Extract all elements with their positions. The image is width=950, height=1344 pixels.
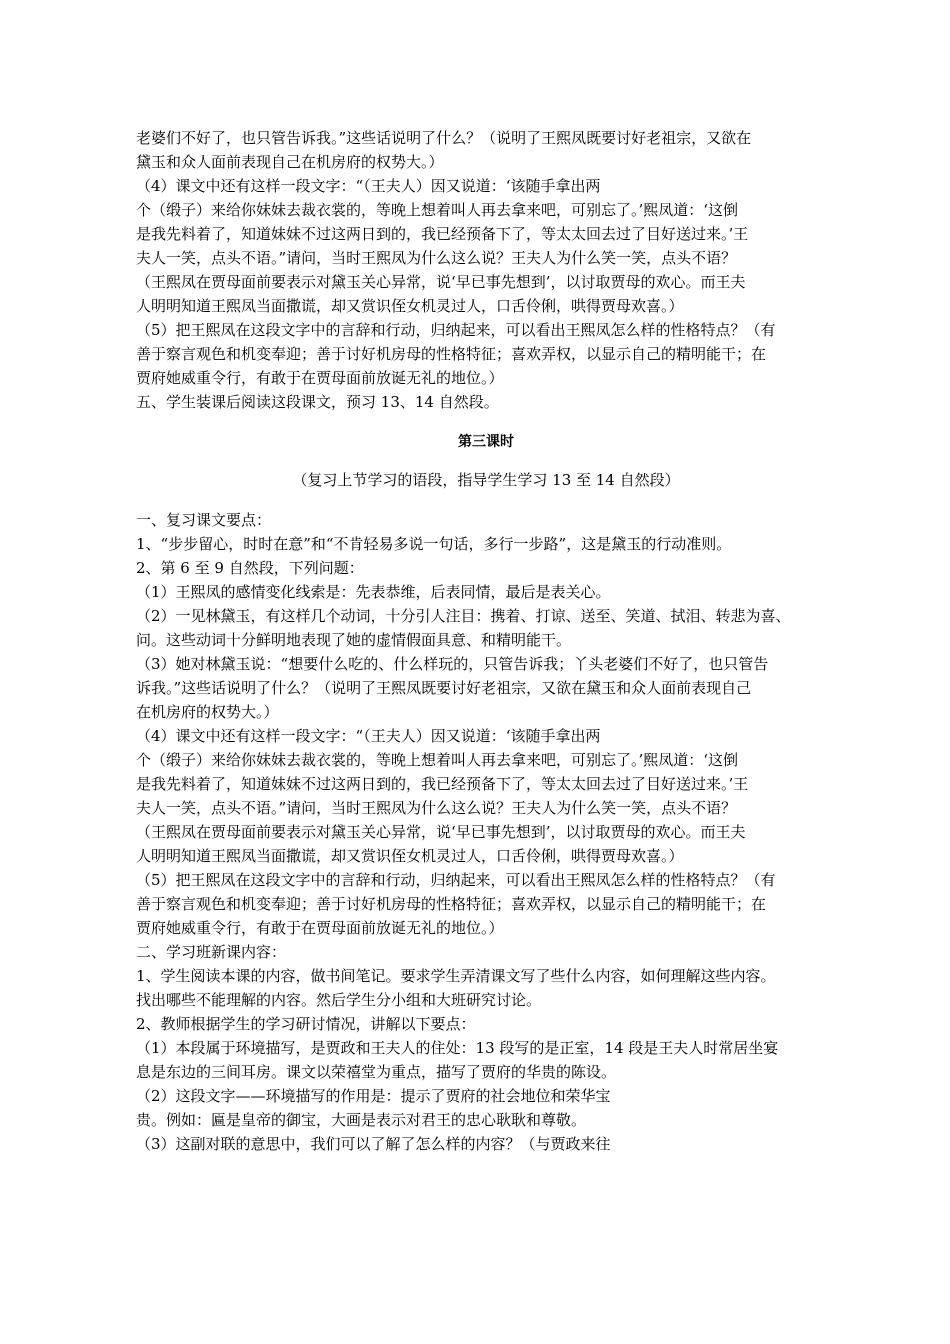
text-line: （2）这段文字——环境描写的作用是：提示了贾府的社会地位和荣华宝 — [136, 1087, 611, 1105]
text-line: 是我先料着了，知道妹妹不过这两日到的，我已经预备下了，等太太回去过了目好送过来。’王 — [136, 225, 749, 243]
text-line: （王熙凤在贾母面前要表示对黛玉关心异常，说‘早已事先想到’，以讨取贾母的欢心。而王夫 — [136, 823, 746, 841]
text-line: 问。这些动词十分鲜明地表现了她的虚情假面具意、和精明能干。 — [136, 631, 572, 649]
text-line: 在机房府的权势大。） — [136, 703, 279, 721]
document-page — [136, 126, 836, 1156]
text-line: 夫人一笑，点头不语。”请问，当时王熙凤为什么这么说？王夫人为什么笑一笑，点头不语？ — [136, 799, 737, 817]
text-line: （王熙凤在贾母面前要表示对黛玉关心异常，说‘早已事先想到’，以讨取贾母的欢心。而王夫 — [136, 273, 746, 291]
section-subtitle: （复习上节学习的语段，指导学生学习 13 至 14 自然段） — [292, 471, 680, 489]
text-line: 人明明知道王熙凤当面撒谎，却又赏识侄女机灵过人，口舌伶俐，哄得贾母欢喜。） — [136, 847, 684, 865]
text-line: 善于察言观色和机变奉迎；善于讨好机房母的性格特征；喜欢弄权，以显示自己的精明能干；在 — [136, 895, 767, 913]
section-heading: 第三课时 — [458, 434, 514, 450]
text-line: 一、复习课文要点： — [136, 511, 272, 529]
text-line: 贾府她威重令行，有敢于在贾母面前放诞无礼的地位。） — [136, 919, 504, 937]
text-line: 是我先料着了，知道妹妹不过这两日到的，我已经预备下了，等太太回去过了目好送过来。’王 — [136, 775, 749, 793]
text-line: 二、学习班新课内容： — [136, 943, 287, 961]
text-line: （2）一见林黛玉，有这样几个动词，十分引人注目：携着、打谅、送至、笑道、拭泪、转悲为喜、 — [136, 607, 791, 625]
text-line: （4）课文中还有这样一段文字：“（王夫人）因又说道：‘该随手拿出两 — [136, 727, 601, 745]
text-line: 黛玉和众人面前表现自己在机房府的权势大。） — [136, 153, 444, 171]
text-line: （5）把王熙凤在这段文字中的言辞和行动，归纳起来，可以看出王熙凤怎么样的性格特点？（有 — [136, 321, 776, 339]
text-line: 2、教师根据学生的学习研讨情况，讲解以下要点： — [136, 1015, 476, 1033]
text-line: （4）课文中还有这样一段文字：“（王夫人）因又说道：‘该随手拿出两 — [136, 177, 601, 195]
text-line: 人明明知道王熙凤当面撒谎，却又赏识侄女机灵过人，口舌伶俐，哄得贾母欢喜。） — [136, 297, 684, 315]
text-line: （1）本段属于环境描写，是贾政和王夫人的住处：13 段写的是正室，14 段是王夫人时常居坐宴 — [136, 1039, 779, 1057]
text-line: （1）王熙凤的感情变化线索是：先表恭维，后表同情，最后是表关心。 — [136, 583, 611, 601]
text-line: 1、学生阅读本课的内容，做书间笔记。要求学生弄清课文写了些什么内容，如何理解这些内容。 — [136, 967, 776, 985]
text-line: 个（缎子）来给你妹妹去裁衣裳的，等晚上想着叫人再去拿来吧，可别忘了。’熙凤道：‘这倒 — [136, 201, 739, 219]
text-line: （3）她对林黛玉说：“想要什么吃的、什么样玩的，只管告诉我；丫头老婆们不好了，也只管告 — [136, 655, 769, 673]
text-block-1 — [136, 126, 836, 414]
text-line: 贾府她威重令行，有敢于在贾母面前放诞无礼的地位。） — [136, 369, 504, 387]
text-line: 1、“步步留心，时时在意”和“不肯轻易多说一句话，多行一步路”，这是黛玉的行动准则。 — [136, 535, 732, 553]
text-line: 找出哪些不能理解的内容。然后学生分小组和大班研究讨论。 — [136, 991, 542, 1009]
text-line: 诉我。”这些话说明了什么？（说明了王熙凤既要讨好老祖宗，又欲在黛玉和众人面前表现自己 — [136, 679, 752, 697]
text-line: （5）把王熙凤在这段文字中的言辞和行动，归纳起来，可以看出王熙凤怎么样的性格特点？（有 — [136, 871, 776, 889]
text-line: 善于察言观色和机变奉迎；善于讨好机房母的性格特征；喜欢弄权，以显示自己的精明能干；在 — [136, 345, 767, 363]
text-line: 五、学生装课后阅读这段课文，预习 13、14 自然段。 — [136, 393, 499, 411]
text-line: 贵。例如：匾是皇帝的御宝，大画是表示对君王的忠心耿耿和尊敬。 — [136, 1111, 587, 1129]
text-line: 夫人一笑，点头不语。”请问，当时王熙凤为什么这么说？王夫人为什么笑一笑，点头不语？ — [136, 249, 737, 267]
text-line: 个（缎子）来给你妹妹去裁衣裳的，等晚上想着叫人再去拿来吧，可别忘了。’熙凤道：‘这倒 — [136, 751, 739, 769]
text-line: （3）这副对联的意思中，我们可以了解了怎么样的内容？（与贾政来往 — [136, 1135, 611, 1153]
text-line: 老婆们不好了，也只管告诉我。”这些话说明了什么？（说明了王熙凤既要讨好老祖宗，又欲在 — [136, 129, 752, 147]
text-line: 息是东边的三间耳房。课文以荣禧堂为重点，描写了贾府的华贵的陈设。 — [136, 1063, 617, 1081]
text-line: 2、第 6 至 9 自然段，下列问题： — [136, 559, 364, 577]
text-block-2 — [136, 508, 836, 1156]
